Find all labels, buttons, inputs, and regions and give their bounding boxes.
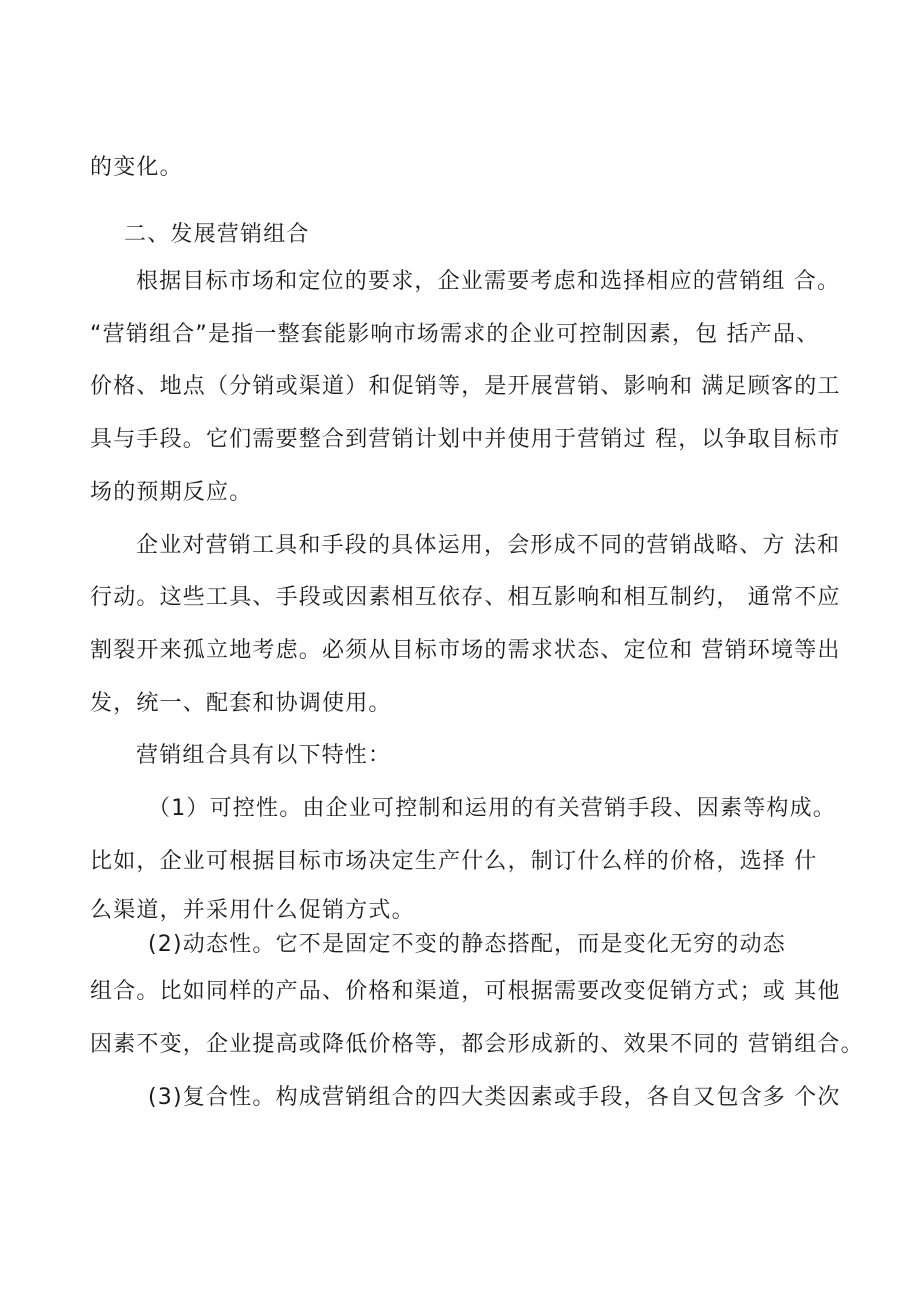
text-line: 根据目标市场和定位的要求，企业需要考虑和选择相应的营销组 合。 <box>136 269 841 294</box>
text-line: 具与手段。它们需要整合到营销计划中并使用于营销过 程，以争取目标市 <box>90 427 841 452</box>
section-heading: 二、发展营销组合 <box>124 222 310 247</box>
text-line: 组合。比如同样的产品、价格和渠道，可根据需要改变促销方式；或 其他 <box>90 979 841 1004</box>
text-line: 因素不变，企业提高或降低价格等，都会形成新的、效果不同的 营销组合。 <box>90 1032 864 1057</box>
list-item: (3)复合性。构成营销组合的四大类因素或手段，各自又包含多 个次 <box>148 1085 841 1110</box>
list-item: (2)动态性。它不是固定不变的静态搭配，而是变化无穷的动态 <box>148 932 786 957</box>
list-item: （1）可控性。由企业可控制和运用的有关营销手段、因素等构成。 <box>148 796 836 821</box>
text-line: “营销组合”是指一整套能影响市场需求的企业可控制因素，包 括产品、 <box>90 322 820 347</box>
text-line: 行动。这些工具、手段或因素相互依存、相互影响和相互制约， 通常不应 <box>90 585 841 610</box>
text-line: 的变化。 <box>90 155 183 180</box>
text-line: 企业对营销工具和手段的具体运用，会形成不同的营销战略、方 法和 <box>136 533 841 558</box>
text-line: 比如，企业可根据目标市场决定生产什么，制订什么样的价格，选择 什 <box>90 849 818 874</box>
text-line: 割裂开来孤立地考虑。必须从目标市场的需求状态、定位和 营销环境等出 <box>90 638 841 663</box>
text-line: 价格、地点（分销或渠道）和促销等，是开展营销、影响和 满足顾客的工 <box>90 374 841 399</box>
text-line: 营销组合具有以下特性： <box>136 743 392 768</box>
text-line: 场的预期反应。 <box>90 480 253 505</box>
text-line: 么渠道，并采用什么促销方式。 <box>90 898 415 923</box>
text-line: 发，统一、配套和协调使用。 <box>90 691 392 716</box>
